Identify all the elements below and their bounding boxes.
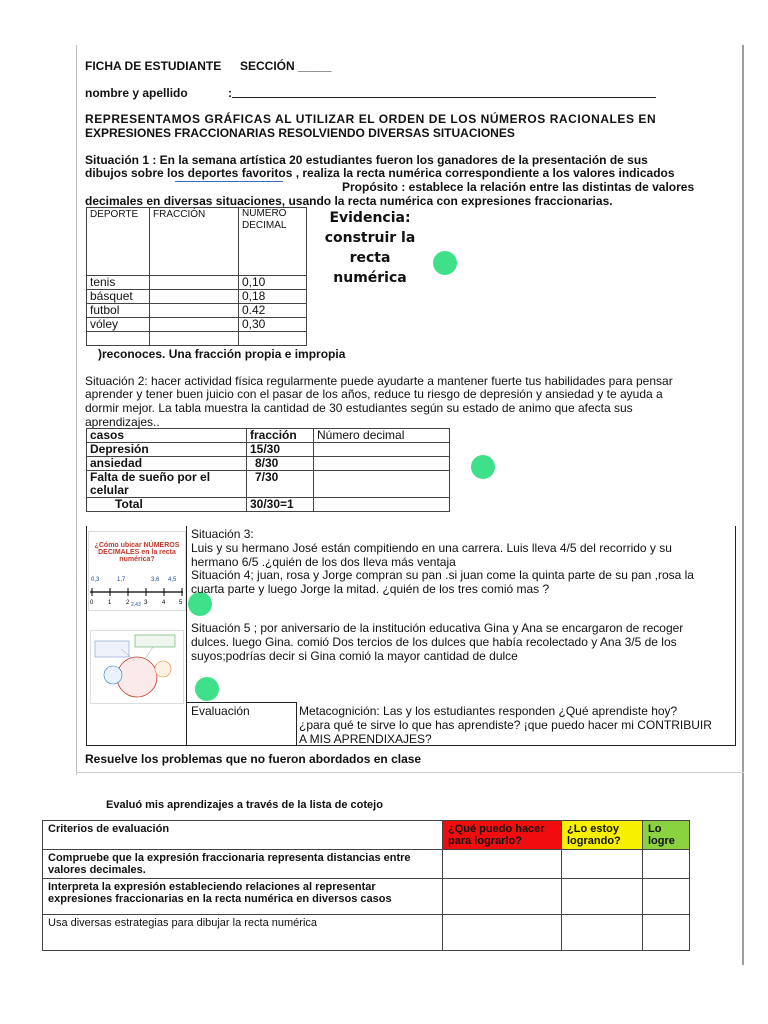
title-line-1: REPRESENTAMOS GRÁFICAS AL UTILIZAR EL ORDEN DE LOS NÚMEROS RACIONALES EN (85, 112, 657, 126)
criterio-cell: Compruebe que la expresión fraccionaria representa distancias entre valores decimales. (43, 850, 443, 879)
thumb-value: 0,3 (91, 577, 100, 583)
thumb-value: 4,5 (168, 577, 177, 583)
table-row (87, 318, 307, 332)
cell-deporte: vóley (87, 318, 150, 332)
table-header-row (87, 429, 450, 443)
cell-decimal[interactable] (314, 498, 450, 512)
table-row (87, 443, 450, 457)
table-row (87, 457, 450, 471)
check-cell[interactable] (643, 850, 690, 879)
evidencia-line-2: construir la (324, 230, 416, 246)
green-marker-dot (433, 251, 457, 275)
axis-label: 2 (126, 600, 130, 606)
cell-decimal[interactable] (314, 457, 450, 471)
cell-decimal[interactable] (314, 471, 450, 498)
table-row (87, 498, 450, 512)
green-marker-dot (195, 677, 219, 701)
th-numero-decimal: Número decimal (314, 429, 450, 443)
situacion2-line-2: aprender y tener buen juicio con el pasar de los años, reduce tu riesgo de depresión y ansiedad y te ayuda a (85, 387, 663, 401)
th-lo-logre: Lo logre (643, 821, 690, 850)
page-border-right (742, 45, 744, 965)
page-border-left (76, 45, 77, 775)
thumb-title-1: ¿Cómo ubicar NÚMEROS (94, 542, 180, 549)
situacion2-line-3: dormir mejor. La tabla muestra la cantidad de 30 estudiantes según su estado de animo que afecta sus (85, 401, 633, 415)
deportes-underline (175, 181, 283, 182)
criterio-cell: Interpreta la expresión estableciendo relaciones al representar expresiones fraccionarias en la recta numérica en diversos casos (43, 879, 443, 915)
nombre-label: nombre y apellido (85, 86, 188, 100)
table-row (87, 471, 450, 498)
box-border-right (735, 526, 736, 746)
evaluacion-divider (296, 702, 297, 746)
cell-fraccion[interactable] (150, 290, 239, 304)
cell-deporte: básquet (87, 290, 150, 304)
evaluacion-label: Evaluación (191, 704, 250, 718)
nombre-underline[interactable] (232, 97, 656, 98)
evidencia-line-3: recta (349, 250, 391, 266)
th-que-puedo-hacer: ¿Qué puedo hacer para lograrlo? (443, 821, 562, 850)
situacion5-line-3: suyos;podrías decir si Gina comió la mayor cantidad de dulce (191, 649, 518, 663)
table-row (43, 879, 690, 915)
cell-deporte: tenis (87, 276, 150, 290)
green-marker-dot (471, 455, 495, 479)
evaluacion-top-line (186, 702, 296, 703)
situacion3-line-2: hermano 6/5 .¿quién de los dos lleva más ventaja (191, 555, 456, 569)
cell-fraccion: 7/30 (247, 471, 314, 498)
table-row (87, 304, 307, 318)
metacognicion-line-1: Metacognición: Las y los estudiantes responden ¿Qué aprendiste hoy? (299, 704, 678, 718)
situacion2-line-1: Situación 2: hacer actividad física regularmente puede ayudarte a mantener fuerte tus habilidades para pensar (85, 374, 673, 388)
axis-label: 4 (162, 600, 166, 606)
evidencia-line-4: numérica (333, 270, 407, 286)
check-cell[interactable] (643, 915, 690, 951)
ficha-title: FICHA DE ESTUDIANTE (85, 59, 222, 73)
table-row (43, 915, 690, 951)
situacion4-line-1: Situación 4; juan, rosa y Jorge compran su pan .si juan come la quinta parte de su pan ,rosa la (191, 568, 694, 582)
seccion-label: SECCIÓN _____ (240, 59, 332, 73)
check-cell[interactable] (562, 915, 643, 951)
situacion4-line-2: cuarta parte y luego Jorge la mitad. ¿quién de los tres comió mas ? (191, 582, 550, 596)
axis-label: 5 (179, 600, 183, 606)
check-cell[interactable] (443, 850, 562, 879)
thumb-value: 1,7 (117, 577, 126, 583)
cell-decimal: 0.42 (239, 304, 307, 318)
table-row (87, 290, 307, 304)
situacion3-line-1: Luis y su hermano José están compitiendo en una carrera. Luis lleva 4/5 del recorrido y su (191, 541, 672, 555)
cell-fraccion: 15/30 (247, 443, 314, 457)
situacion1-line-2: dibujos sobre los deportes favoritos , realiza la recta numérica correspondiente a los valores indicados (85, 166, 675, 180)
th-fraccion: FRACCIÓN (150, 208, 239, 276)
title-line-2: EXPRESIONES FRACCIONARIAS RESOLVIENDO DIVERSAS SITUACIONES (85, 126, 515, 140)
reconoces-text: )reconoces. Una fracción propia e impropia (98, 347, 346, 361)
cell-fraccion[interactable] (150, 304, 239, 318)
situacion5-line-2: dulces. luego Gina. comió Dos tercios de los dulces que había recolectado y Ana 3/5 de los (191, 635, 677, 649)
cell-caso: Falta de sueño por el celular (87, 471, 247, 498)
evidencia-line-1: Evidencia: (329, 210, 411, 226)
situacion5-line-1: Situación 5 ; por aniversario de la institución educativa Gina y Ana se encargaron de recoger (191, 621, 684, 635)
situacion1-line-4: decimales en diversas situaciones, usando la recta numérica con expresiones fraccionarias. (85, 194, 613, 208)
situacion2-line-4: aprendizajes.. (85, 415, 160, 429)
axis-label: 3 (144, 600, 148, 606)
criterio-cell: Usa diversas estrategias para dibujar la recta numérica (43, 915, 443, 951)
th-casos: casos (87, 429, 247, 443)
cell-deporte: futbol (87, 304, 150, 318)
cell-decimal: 0,10 (239, 276, 307, 290)
situacion3-title: Situación 3: (191, 527, 254, 541)
box-border-left (86, 526, 87, 746)
check-cell[interactable] (443, 879, 562, 915)
table-row (87, 332, 307, 346)
proposito-text: Propósito : establece la relación entre las distintas de valores (342, 180, 695, 194)
cell-decimal[interactable] (314, 443, 450, 457)
cell-fraccion[interactable] (150, 318, 239, 332)
axis-label: 0 (90, 600, 94, 606)
resuelve-text: Resuelve los problemas que no fueron abordados en clase (85, 752, 422, 766)
animo-table (86, 428, 450, 512)
check-cell[interactable] (643, 879, 690, 915)
page-border-bottom (76, 772, 744, 773)
cell-empty (150, 332, 239, 346)
cell-caso: ansiedad (87, 457, 247, 471)
cell-fraccion: 8/30 (247, 457, 314, 471)
th-deporte: DEPORTE (87, 208, 150, 276)
check-cell[interactable] (443, 915, 562, 951)
th-decimal: NUMERO DECIMAL (239, 208, 307, 276)
situacion1-line-1: Situación 1 : En la semana artística 20 estudiantes fueron los ganadores de la presentación de sus (85, 153, 648, 167)
thumb-title-2: DECIMALES en la recta numérica? (98, 549, 176, 563)
table-row (43, 850, 690, 879)
box-divider (186, 526, 187, 746)
recta-numerica-thumbnail (88, 531, 186, 611)
cell-fraccion: 30/30=1 (247, 498, 314, 512)
axis-label: 2,43 (131, 602, 141, 608)
th-lo-estoy-logrando: ¿Lo estoy logrando? (562, 821, 643, 850)
th-fraccion: fracción (247, 429, 314, 443)
cell-caso: Total (87, 498, 247, 512)
number-line-diagram (89, 572, 185, 622)
th-criterios: Criterios de evaluación (43, 821, 443, 850)
axis-label: 1 (108, 600, 112, 606)
metacognicion-line-3: A MIS APRENDIXAJES? (299, 732, 432, 746)
metacognicion-line-2: ¿para qué te sirve lo que has aprendiste? ¡que puedo hacer mi CONTRIBUIR (299, 718, 712, 732)
thumb-value: 3,6 (151, 577, 160, 583)
evaluo-text: Evaluó mis aprendizajes a través de la lista de cotejo (106, 799, 383, 811)
fraction-diagram-thumbnail (90, 630, 184, 704)
cell-decimal: 0,18 (239, 290, 307, 304)
nombre-colon: : (228, 86, 232, 100)
cell-empty (87, 332, 150, 346)
cell-empty (239, 332, 307, 346)
check-cell[interactable] (562, 850, 643, 879)
fraction-diagram-icon (91, 631, 183, 703)
cotejo-table (42, 820, 690, 951)
deportes-table (86, 207, 307, 346)
check-cell[interactable] (562, 879, 643, 915)
cell-caso: Depresión (87, 443, 247, 457)
cell-fraccion[interactable] (150, 276, 239, 290)
table-header-row (43, 821, 690, 850)
evidencia-note (320, 208, 420, 288)
cell-decimal: 0,30 (239, 318, 307, 332)
table-row (87, 276, 307, 290)
